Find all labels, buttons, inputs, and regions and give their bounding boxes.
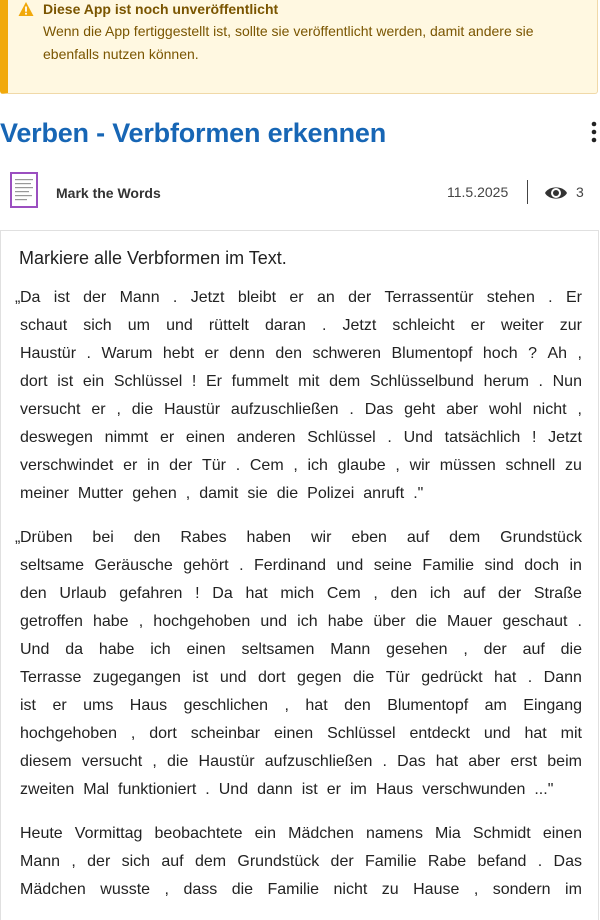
selectable-word[interactable]: . — [349, 401, 354, 418]
selectable-word[interactable]: verschwindet — [20, 457, 114, 474]
selectable-word[interactable]: . — [321, 317, 327, 334]
selectable-word[interactable]: entdeckt — [409, 725, 470, 742]
selectable-word[interactable]: Terrassentür — [384, 289, 474, 306]
selectable-word[interactable]: Straße — [533, 585, 582, 602]
selectable-word[interactable]: die — [560, 641, 582, 658]
text-line — [15, 284, 582, 312]
selectable-word[interactable]: Mauer — [447, 613, 493, 630]
selectable-word[interactable]: ich — [150, 641, 171, 658]
selectable-word[interactable]: die — [131, 401, 154, 418]
publish-date: 11.5.2025 — [447, 184, 509, 200]
selectable-word[interactable]: hochgehoben — [20, 725, 117, 742]
selectable-word[interactable]: Heute — [20, 825, 63, 842]
selectable-word[interactable]: Jetzt — [342, 317, 377, 334]
selectable-word[interactable]: und — [260, 613, 288, 630]
selectable-word[interactable]: verschwunden — [422, 781, 526, 798]
selectable-word[interactable]: schaut — [20, 317, 68, 334]
selectable-word[interactable]: . — [172, 289, 178, 306]
selectable-word[interactable]: doch — [524, 557, 559, 574]
selectable-word[interactable]: und — [336, 557, 364, 574]
task-instruction: Markiere alle Verbformen im Text. — [19, 248, 287, 268]
selectable-word[interactable]: er — [52, 697, 67, 714]
selectable-word[interactable]: aber — [446, 401, 479, 418]
selectable-word[interactable]: sich — [121, 853, 151, 870]
selectable-word[interactable]: zweiten — [20, 781, 75, 798]
selectable-word[interactable]: er — [159, 429, 175, 446]
selectable-word[interactable]: tatsächlich — [444, 429, 521, 446]
selectable-word[interactable]: aufzuschließen — [230, 401, 339, 418]
selectable-word[interactable]: er — [326, 781, 341, 798]
selectable-word[interactable]: . — [548, 289, 553, 306]
selectable-word[interactable]: Und — [20, 641, 50, 658]
selectable-word[interactable]: wusste — [100, 881, 151, 898]
more-options-icon[interactable] — [586, 120, 600, 146]
selectable-word[interactable]: einen — [185, 429, 226, 446]
text-line — [20, 820, 582, 848]
selectable-word[interactable]: geht — [404, 401, 436, 418]
selectable-word[interactable]: einen — [542, 825, 582, 842]
selectable-word[interactable]: Ferdinand — [254, 557, 327, 574]
selectable-word[interactable]: mich — [280, 585, 315, 602]
selectable-word[interactable]: stehen — [486, 289, 535, 306]
selectable-word[interactable]: fummelt — [231, 373, 289, 390]
selectable-word[interactable]: . — [527, 669, 533, 686]
eye-icon — [544, 184, 568, 202]
selectable-word[interactable]: hat — [524, 725, 547, 742]
selectable-word[interactable]: den — [133, 529, 161, 546]
selectable-word[interactable]: wohl — [489, 401, 522, 418]
selectable-word[interactable]: ? — [528, 345, 537, 362]
selectable-word[interactable]: im — [349, 781, 367, 798]
selectable-word[interactable]: Haus — [375, 781, 414, 798]
selectable-word[interactable]: der — [498, 585, 522, 602]
selectable-word[interactable]: an — [316, 289, 335, 306]
selectable-word[interactable]: Cem — [326, 585, 361, 602]
selectable-word[interactable]: ! — [195, 585, 200, 602]
selectable-word[interactable]: nimmt — [104, 429, 149, 446]
selectable-word[interactable]: versucht — [81, 753, 143, 770]
selectable-word[interactable]: dann — [257, 781, 293, 798]
selectable-word[interactable]: Dann — [543, 669, 582, 686]
selectable-word[interactable]: Blumentopf — [387, 697, 469, 714]
selectable-word[interactable]: Rabes — [180, 529, 227, 546]
selectable-word[interactable]: , — [395, 457, 400, 474]
selectable-word[interactable]: zugegangen — [92, 669, 181, 686]
text-line — [15, 524, 582, 552]
selectable-word[interactable]: haben — [246, 529, 292, 546]
selectable-word[interactable]: und — [483, 725, 511, 742]
selectable-word[interactable]: scheinbar — [190, 725, 261, 742]
selectable-word[interactable]: die — [231, 881, 254, 898]
text-line — [20, 424, 582, 452]
selectable-word[interactable]: die — [276, 485, 299, 502]
selectable-word[interactable]: ist — [57, 373, 74, 390]
selectable-word[interactable]: „ Da — [15, 289, 41, 306]
selectable-word[interactable]: , — [185, 485, 191, 502]
selectable-word[interactable]: wir — [409, 457, 430, 474]
selectable-word[interactable]: auf — [463, 585, 486, 602]
selectable-word[interactable]: Warum — [101, 345, 153, 362]
selectable-word[interactable]: bei — [92, 529, 114, 546]
selectable-word[interactable]: . — [86, 345, 91, 362]
selectable-word[interactable]: , — [164, 881, 169, 898]
selectable-word[interactable]: geschaut — [502, 613, 568, 630]
selectable-word[interactable]: nicht — [532, 401, 567, 418]
selectable-word[interactable]: Eingang — [523, 697, 582, 714]
selectable-word[interactable]: Rabe — [427, 853, 467, 870]
selectable-word[interactable]: Er — [565, 289, 582, 306]
selectable-word[interactable]: im — [565, 881, 582, 898]
selectable-word[interactable]: die — [415, 613, 437, 630]
selectable-word[interactable]: Urlaub — [59, 585, 107, 602]
selectable-word[interactable]: , — [293, 457, 298, 474]
selectable-word[interactable]: Schlüssel — [307, 429, 376, 446]
selectable-word[interactable]: , — [284, 697, 289, 714]
selectable-word[interactable]: ich — [307, 457, 328, 474]
notice-title: Diese App ist noch unveröffentlicht — [43, 1, 279, 17]
selectable-word[interactable]: beim — [547, 753, 582, 770]
selectable-word[interactable]: über — [373, 613, 406, 630]
selectable-word[interactable]: Das — [397, 753, 426, 770]
selectable-word[interactable]: sich — [83, 317, 112, 334]
selectable-word[interactable]: auf — [522, 641, 545, 658]
unpublished-notice — [0, 0, 598, 94]
selectable-word[interactable]: er — [470, 317, 485, 334]
selectable-word[interactable]: Familie — [365, 853, 417, 870]
selectable-word[interactable]: befand — [477, 853, 527, 870]
selectable-word[interactable]: zur — [559, 317, 582, 334]
selectable-word[interactable]: herum — [483, 373, 529, 390]
selectable-word[interactable]: sondern — [492, 881, 551, 898]
selectable-word[interactable]: , — [130, 725, 136, 742]
selectable-word[interactable]: beobachtete — [154, 825, 243, 842]
selectable-word[interactable]: und — [219, 669, 247, 686]
view-count: 3 — [576, 184, 584, 200]
selectable-word[interactable]: Mann — [330, 641, 371, 658]
selectable-word[interactable]: , — [473, 881, 479, 898]
text-line — [20, 748, 582, 776]
selectable-word[interactable]: Grundstück — [237, 853, 320, 870]
text-line — [20, 368, 582, 396]
selectable-word[interactable]: glaube — [337, 457, 386, 474]
selectable-word[interactable]: Mädchen — [288, 825, 354, 842]
selectable-word[interactable]: den — [20, 585, 47, 602]
selectable-word[interactable]: seltsamen — [241, 641, 315, 658]
selectable-word[interactable]: funktioniert — [118, 781, 197, 798]
selectable-word[interactable]: anderen — [236, 429, 296, 446]
selectable-word[interactable]: hoch — [482, 345, 518, 362]
selectable-word[interactable]: Er — [206, 373, 222, 390]
text-line — [20, 480, 582, 508]
selectable-word[interactable]: müssen — [439, 457, 496, 474]
selectable-word[interactable]: dem — [194, 853, 227, 870]
selectable-word[interactable]: habe — [92, 613, 129, 630]
selectable-word[interactable]: dort — [20, 373, 48, 390]
selectable-word[interactable]: und — [166, 317, 193, 334]
selectable-word[interactable]: Mutter — [77, 485, 124, 502]
selectable-word[interactable]: ist — [301, 781, 318, 798]
selectable-word[interactable]: weiter — [500, 317, 544, 334]
selectable-word[interactable]: aufzuschließen — [264, 753, 373, 770]
selectable-word[interactable]: Hause — [413, 881, 460, 898]
selectable-word[interactable]: . — [387, 429, 392, 446]
selectable-word[interactable]: damit — [199, 485, 239, 502]
selectable-word[interactable]: am — [484, 697, 507, 714]
selectable-word[interactable]: deswegen — [20, 429, 93, 446]
selectable-word[interactable]: der — [330, 853, 354, 870]
selectable-word[interactable]: , — [116, 401, 121, 418]
selectable-word[interactable]: Mal — [83, 781, 110, 798]
selectable-word[interactable]: auf — [161, 853, 184, 870]
selectable-word[interactable]: nicht — [333, 881, 368, 898]
selectable-word[interactable]: habe — [98, 641, 135, 658]
text-line — [20, 312, 582, 340]
selectable-word[interactable]: zu — [381, 881, 399, 898]
text-paragraph — [20, 820, 582, 904]
selectable-word[interactable]: ! — [531, 429, 537, 446]
selectable-word[interactable]: schleicht — [392, 317, 455, 334]
selectable-word[interactable]: , — [152, 753, 157, 770]
selectable-word[interactable]: . — [538, 373, 543, 390]
selectable-word[interactable]: der — [483, 641, 507, 658]
selectable-word[interactable]: Jetzt — [548, 429, 582, 446]
selectable-word[interactable]: ist — [192, 669, 209, 686]
text-line — [20, 664, 582, 692]
selectable-word[interactable]: hat — [245, 585, 268, 602]
text-line — [20, 608, 582, 636]
content-type-label: Mark the Words — [56, 185, 161, 201]
selectable-word[interactable]: den — [275, 345, 303, 362]
selectable-word[interactable]: er — [204, 345, 219, 362]
selectable-word[interactable]: schnell — [505, 457, 556, 474]
selectable-word[interactable]: Haustür — [198, 753, 255, 770]
selectable-word[interactable]: auf — [406, 529, 430, 546]
selectable-word[interactable]: , — [138, 613, 144, 630]
selectable-word[interactable]: der — [169, 457, 193, 474]
selectable-word[interactable]: er — [123, 457, 138, 474]
selectable-word[interactable]: . — [577, 613, 582, 630]
selectable-word[interactable]: den — [390, 585, 418, 602]
selectable-word[interactable]: Geräusche — [94, 557, 173, 574]
selectable-word[interactable]: der — [87, 853, 111, 870]
selectable-word[interactable]: in — [569, 557, 582, 574]
selectable-word[interactable]: ums — [83, 697, 114, 714]
selectable-word[interactable]: die — [352, 669, 375, 686]
selectable-word[interactable]: . — [239, 557, 244, 574]
text-line — [20, 580, 582, 608]
selectable-word[interactable]: seltsame — [20, 557, 85, 574]
selectable-word[interactable]: mit — [298, 373, 320, 390]
selectable-word[interactable]: , — [373, 585, 378, 602]
selectable-word[interactable]: einen — [274, 725, 314, 742]
selectable-word[interactable]: dort — [257, 669, 286, 686]
page-title: Verben - Verbformen erkennen — [0, 118, 387, 148]
selectable-word[interactable]: um — [127, 317, 150, 334]
text-paragraph — [15, 284, 582, 508]
text-paragraph — [15, 524, 582, 804]
selectable-word[interactable]: gefahren — [119, 585, 183, 602]
selectable-word[interactable]: eben — [351, 529, 387, 546]
selectable-word[interactable]: Haustür — [164, 401, 221, 418]
selectable-word[interactable]: hebt — [162, 345, 195, 362]
selectable-word[interactable]: , — [71, 853, 76, 870]
selectable-word[interactable]: der — [83, 289, 107, 306]
selectable-word[interactable]: Ah — [547, 345, 568, 362]
text-line — [20, 876, 582, 904]
selectable-word[interactable]: den — [344, 697, 371, 714]
selectable-word[interactable]: erst — [510, 753, 538, 770]
selectable-word[interactable]: ." — [413, 485, 424, 502]
selectable-word[interactable]: versucht — [20, 401, 81, 418]
selectable-word[interactable]: er — [289, 289, 304, 306]
selectable-word[interactable]: ! — [191, 373, 197, 390]
selectable-word[interactable]: hat — [494, 669, 517, 686]
selectable-word[interactable]: hat — [435, 753, 459, 770]
selectable-word[interactable]: Mädchen — [20, 881, 86, 898]
selectable-word[interactable]: die — [167, 753, 189, 770]
selectable-word[interactable]: gesehen — [386, 641, 448, 658]
text-line — [20, 692, 582, 720]
selectable-word[interactable]: gedrückt — [421, 669, 483, 686]
selectable-word[interactable]: er — [91, 401, 106, 418]
selectable-word[interactable]: hochgehoben — [153, 613, 251, 630]
selectable-word[interactable]: Blumentopf — [391, 345, 473, 362]
selectable-word[interactable]: der — [348, 289, 372, 306]
selectable-word[interactable]: , — [577, 345, 582, 362]
selectable-word[interactable]: hat — [305, 697, 328, 714]
selectable-word[interactable]: ist — [20, 697, 36, 714]
selectable-word[interactable]: , — [463, 641, 468, 658]
selectable-word[interactable]: daran — [264, 317, 306, 334]
selectable-word[interactable]: diesem — [20, 753, 72, 770]
text-line — [20, 340, 582, 368]
selectable-word[interactable]: mit — [560, 725, 582, 742]
text-line — [20, 396, 582, 424]
text-line — [20, 552, 582, 580]
selectable-word[interactable]: Cem — [249, 457, 284, 474]
notice-text: Wenn die App fertiggestellt ist, sollte sie veröffentlicht werden, damit andere sie ebenfalls nutzen können. — [43, 23, 534, 62]
selectable-word[interactable]: anruft — [363, 485, 405, 502]
selectable-word[interactable]: rüttelt — [208, 317, 249, 334]
selectable-word[interactable]: gehen — [132, 485, 177, 502]
selectable-word[interactable]: Jetzt — [190, 289, 225, 306]
selectable-word[interactable]: Schlüssel — [113, 373, 183, 390]
selectable-word[interactable]: . — [205, 781, 210, 798]
selectable-word[interactable]: ich — [297, 613, 318, 630]
selectable-word[interactable]: . — [537, 853, 543, 870]
selectable-word[interactable]: seine — [373, 557, 412, 574]
selectable-word[interactable]: Das — [364, 401, 394, 418]
selectable-word[interactable]: in — [147, 457, 160, 474]
selectable-word[interactable]: „ Drüben — [15, 529, 73, 546]
text-line — [20, 848, 582, 876]
selectable-word[interactable]: da — [65, 641, 83, 658]
selectable-word[interactable]: Vormittag — [74, 825, 143, 842]
text-line — [20, 720, 582, 748]
selectable-word[interactable]: . — [382, 753, 387, 770]
selectable-word[interactable]: Und — [218, 781, 249, 798]
selectable-word[interactable]: Familie — [267, 881, 320, 898]
selectable-word[interactable]: . — [235, 457, 241, 474]
selectable-word[interactable]: dem — [329, 373, 361, 390]
selectable-word[interactable]: geschlichen — [183, 697, 269, 714]
selectable-word[interactable]: meiner — [20, 485, 69, 502]
selectable-word[interactable]: Nun — [552, 373, 582, 390]
selectable-word[interactable]: aber — [468, 753, 501, 770]
selectable-word[interactable]: Mia — [435, 825, 461, 842]
selectable-word[interactable]: Schlüssel — [327, 725, 396, 742]
selectable-word[interactable]: sie — [247, 485, 268, 502]
selectable-word[interactable]: Tür — [385, 669, 410, 686]
selectable-word[interactable]: ..." — [534, 781, 554, 798]
text-line — [20, 452, 582, 480]
selectable-word[interactable]: ist — [53, 289, 70, 306]
selectable-word[interactable]: ich — [429, 585, 451, 602]
selectable-word[interactable]: Grundstück — [500, 529, 582, 546]
selectable-word[interactable]: Haus — [129, 697, 168, 714]
selectable-word[interactable]: ein — [254, 825, 277, 842]
selectable-word[interactable]: Schlüsselbund — [369, 373, 474, 390]
selectable-word[interactable]: dass — [183, 881, 218, 898]
selectable-word[interactable]: ein — [82, 373, 105, 390]
selectable-word[interactable]: gegen — [297, 669, 342, 686]
meta-divider — [527, 180, 528, 204]
selectable-word[interactable]: Schmidt — [472, 825, 531, 842]
selectable-word[interactable]: habe — [327, 613, 364, 630]
selectable-word[interactable]: Familie — [422, 557, 474, 574]
selectable-word[interactable]: bleibt — [237, 289, 277, 306]
selectable-word[interactable]: wir — [310, 529, 332, 546]
selectable-word[interactable]: Terrasse — [20, 669, 82, 686]
selectable-word[interactable]: Das — [553, 853, 582, 870]
warning-icon — [18, 1, 34, 17]
selectable-word[interactable]: , — [577, 401, 582, 418]
selectable-word[interactable]: namens — [366, 825, 423, 842]
selectable-word[interactable]: dort — [149, 725, 177, 742]
selectable-word[interactable]: Haustür — [20, 345, 77, 362]
selectable-word[interactable]: Mann — [119, 289, 160, 306]
selectable-word[interactable]: zu — [564, 457, 582, 474]
selectable-word[interactable]: Mann — [20, 853, 61, 870]
selectable-word[interactable]: dem — [449, 529, 481, 546]
selectable-word[interactable]: denn — [229, 345, 265, 362]
selectable-word[interactable]: schweren — [312, 345, 381, 362]
text-line — [20, 776, 582, 804]
selectable-word[interactable]: gehört — [183, 557, 229, 574]
selectable-word[interactable]: Da — [212, 585, 233, 602]
selectable-word[interactable]: getroffen — [20, 613, 83, 630]
selectable-word[interactable]: sind — [484, 557, 514, 574]
selectable-word[interactable]: Tür — [202, 457, 226, 474]
selectable-word[interactable]: einen — [186, 641, 226, 658]
content-type-icon — [10, 172, 38, 208]
selectable-word[interactable]: Und — [403, 429, 433, 446]
text-line — [20, 636, 582, 664]
selectable-word[interactable]: Polizei — [307, 485, 355, 502]
